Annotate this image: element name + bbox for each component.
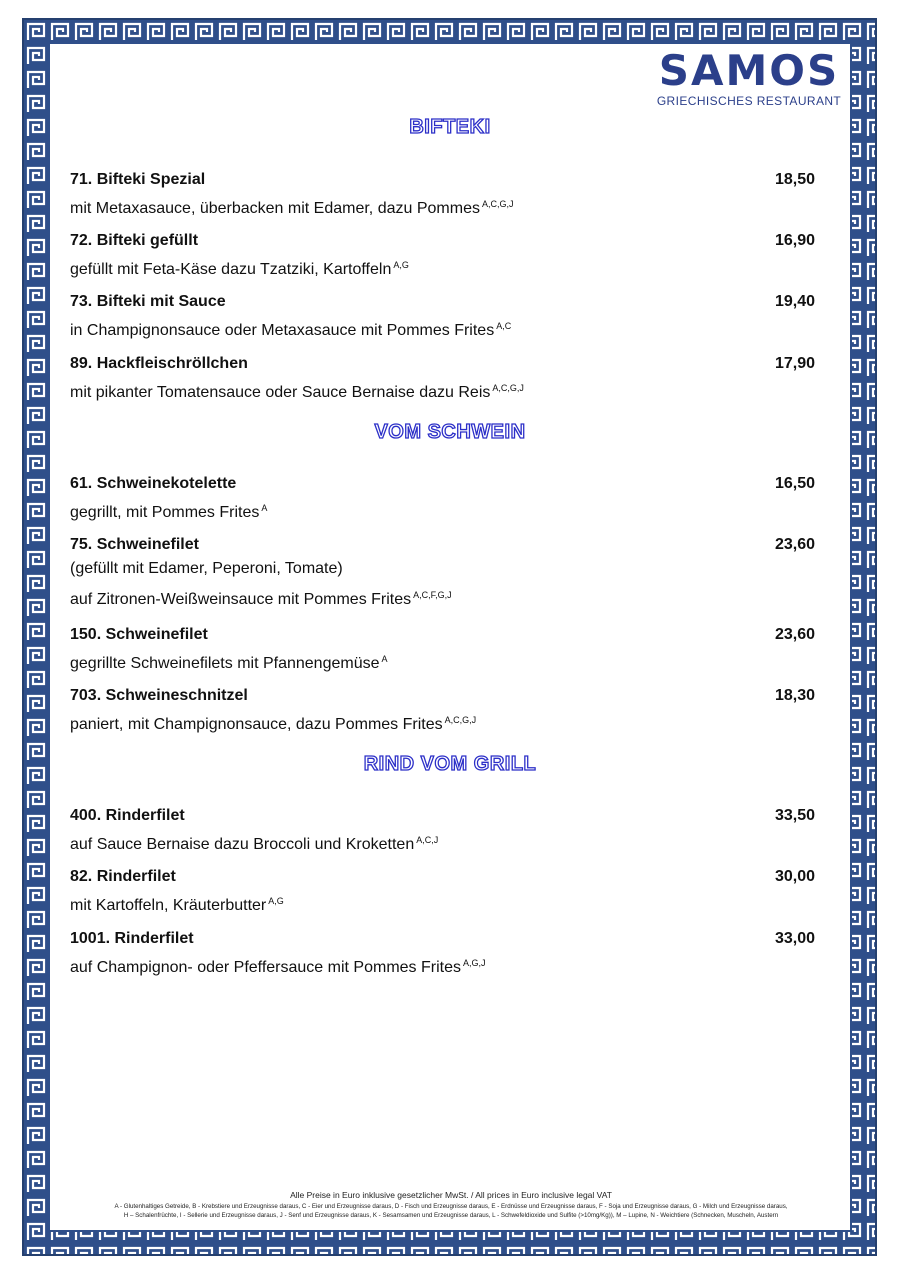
item-description: paniert, mit Champignonsauce, dazu Pommes Frites $^{A,C,G,J}$ (70, 715, 477, 733)
menu-item (70, 231, 815, 280)
menu-item (70, 929, 815, 978)
item-price: 16,50 (774, 475, 815, 492)
footer-notes (56, 1190, 846, 1220)
item-name: 75. Schweinefilet (70, 536, 199, 553)
allergen-codes: A,C (496, 321, 512, 331)
allergen-legend-line-1: A - Glutenhaltiges Getreide, B - Krebstiere und Erzeugnisse daraus, C - Eier und Erzeugnisse daraus, D - Fisch und Erzeugnisse daraus, E - Erdnüsse und Erzeugnisse daraus, F - Soja und Erzeugnisse daraus, G - Milch und Erzeugnisse daraus, (114, 1203, 788, 1210)
restaurant-logo (654, 46, 844, 108)
section-title-rind-vom-grill: RIND VOM GRILL (363, 753, 537, 775)
item-name: 703. Schweineschnitzel (70, 687, 248, 704)
menu-item (70, 625, 815, 674)
restaurant-subtitle: GRIECHISCHES RESTAURANT (656, 94, 842, 108)
item-description: gegrillte Schweinefilets mit Pfannengemüse $^A$ (70, 654, 388, 672)
item-price: 18,50 (774, 171, 815, 188)
allergen-codes: A (261, 503, 268, 513)
item-name: 72. Bifteki gefüllt (70, 232, 199, 249)
menu-item (70, 474, 815, 523)
item-description: mit Kartoffeln, Kräuterbutter $^{A,G}$ (70, 896, 284, 914)
item-price: 30,00 (774, 868, 815, 885)
item-description: mit pikanter Tomatensauce oder Sauce Bernaise dazu Reis $^{A,C,G,J}$ (70, 383, 524, 401)
menu-item (70, 354, 815, 403)
item-name: 61. Schweinekotelette (70, 475, 237, 492)
allergen-codes: A,C,F,G,J (413, 590, 452, 600)
menu-item (70, 686, 815, 735)
item-price: 23,60 (774, 536, 815, 553)
item-description-line-2: auf Zitronen-Weißweinsauce mit Pommes Frites $^{A,C,F,G,J}$ (70, 590, 452, 608)
item-name: 1001. Rinderfilet (70, 930, 194, 947)
menu-item (70, 170, 815, 219)
item-name: 73. Bifteki mit Sauce (70, 293, 226, 310)
allergen-codes: A,G (393, 260, 409, 270)
allergen-codes: A,C,G,J (444, 715, 477, 725)
allergen-codes: A (381, 654, 388, 664)
item-description: gegrillt, mit Pommes Frites $^A$ (70, 503, 268, 521)
item-description: auf Champignon- oder Pfeffersauce mit Pommes Frites $^{A,G,J}$ (70, 958, 486, 976)
item-name: 71. Bifteki Spezial (70, 171, 206, 188)
menu-item (70, 806, 815, 855)
section-title-bifteki: BIFTEKI (409, 116, 491, 138)
allergen-legend-line-2: H – Schalenfrüchte, I - Sellerie und Erzeugnisse daraus, J - Senf und Erzeugnisse daraus, K - Sesamsamen und Erzeugnisse daraus, L - Schwefeldioxide und Sulfite (>10mg/Kg)), M – Lupine, N - Weichtiere (Schnecken, Muscheln, Austern (123, 1212, 779, 1219)
item-description: in Champignonsauce oder Metaxasauce mit Pommes Frites $^{A,C}$ (70, 321, 512, 339)
allergen-codes: A,C,G,J (481, 199, 514, 209)
menu-item (70, 535, 815, 610)
allergen-codes: A,C,J (416, 835, 439, 845)
item-price: 18,30 (774, 687, 815, 704)
item-name: 82. Rinderfilet (70, 868, 176, 885)
item-description: mit Metaxasauce, überbacken mit Edamer, dazu Pommes $^{A,C,G,J}$ (70, 199, 514, 217)
item-price: 16,90 (774, 232, 815, 249)
menu-item (70, 867, 815, 916)
allergen-codes: A,G,J (462, 958, 486, 968)
restaurant-name: SAMOS (658, 46, 840, 95)
item-price: 19,40 (774, 293, 815, 310)
item-description: auf Sauce Bernaise dazu Broccoli und Kroketten $^{A,C,J}$ (70, 835, 439, 853)
item-price: 23,60 (774, 626, 815, 643)
allergen-codes: A,G (268, 896, 284, 906)
section-title-vom-schwein: VOM SCHWEIN (374, 421, 526, 443)
item-description: gefüllt mit Feta-Käse dazu Tzatziki, Kartoffeln $^{A,G}$ (70, 260, 409, 278)
item-name: 400. Rinderfilet (70, 807, 185, 824)
vat-note: Alle Preise in Euro inklusive gesetzlicher MwSt. / All prices in Euro inclusive legal VAT (290, 1190, 612, 1200)
item-name: 150. Schweinefilet (70, 626, 208, 643)
item-price: 33,00 (774, 930, 815, 947)
item-description: (gefüllt mit Edamer, Peperoni, Tomate) (70, 560, 343, 577)
item-name: 89. Hackfleischröllchen (70, 355, 248, 372)
item-price: 17,90 (774, 355, 815, 372)
allergen-codes: A,C,G,J (492, 383, 524, 393)
item-price: 33,50 (774, 807, 815, 824)
menu-item (70, 292, 815, 341)
